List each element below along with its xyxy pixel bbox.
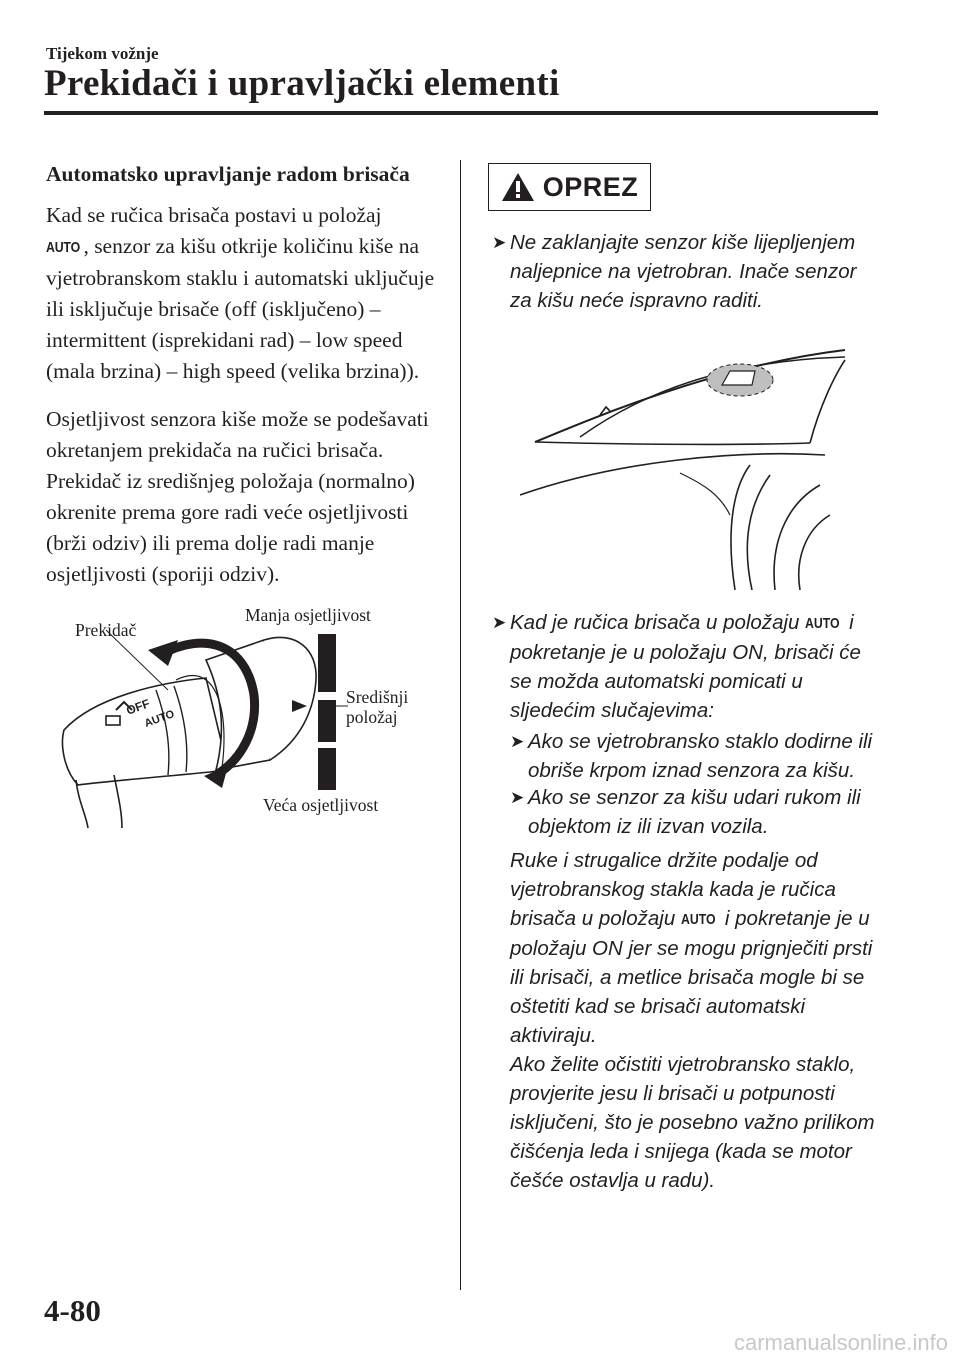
caution-title: OPREZ — [542, 171, 639, 202]
bullet2-start: Kad je ručica brisača u položaju — [510, 611, 800, 634]
caution-box — [488, 163, 651, 211]
caution-paragraph — [510, 846, 882, 1195]
warning-icon — [501, 172, 535, 202]
bullet-arrow-icon: ➤ — [492, 613, 507, 632]
para-cleaning: Ako želite očistiti vjetrobransko staklo, provjerite jesu li brisači u potpunosti isključeni, što je posebno važno prilikom čišćenja leda i snijega (kada se motor češće ostavlja u radu). — [510, 1053, 875, 1192]
label-more-sensitivity: Veća osjetljivost — [263, 795, 379, 815]
auto-position-symbol: AUTO — [46, 239, 80, 256]
bullet-auto-move — [492, 608, 882, 725]
bullet2-end: i pokretanje je u položaju ON, brisači će se možda automatski pomicati u sljedećim slučajevima: — [510, 611, 861, 722]
paragraph-sensitivity: Osjetljivost senzora kiše može se podešavati okretanjem prekidača na ručici brisača. — [46, 407, 429, 462]
left-column — [46, 162, 446, 590]
bullet-arrow-icon: ➤ — [510, 732, 525, 751]
lever-auto-marking: AUTO — [142, 708, 177, 730]
para-hands-end: i pokretanje je u položaju ON jer se mogu prignječiti prsti ili brisači, a metlice brisača mogle bi se oštetiti kad se brisači automatski aktiviraju. — [510, 907, 873, 1047]
bullet-sensor-cover-text: Ne zaklanjajte senzor kiše lijepljenjem naljepnice na vjetrobran. Inače senzor za kišu neće ispravno raditi. — [510, 231, 857, 312]
header-rule — [44, 111, 878, 115]
sub-bullet-cloth-text: Ako se vjetrobransko staklo dodirne ili obriše krpom iznad senzora za kišu. — [528, 730, 873, 782]
paragraph-switch-direction: Prekidač iz središnjeg položaja (normalno) okrenite prema gore radi veće osjetljivosti (brži odziv) ili prema dolje radi manje osjetljivosti (sporiji odziv). — [46, 469, 415, 586]
bullet-arrow-icon: ➤ — [492, 233, 507, 252]
auto-position-symbol: AUTO — [680, 911, 716, 928]
label-center-line2: položaj — [346, 707, 398, 727]
auto-position-symbol: AUTO — [805, 615, 840, 632]
subheading: Automatsko upravljanje radom brisača — [46, 162, 410, 186]
bullet-arrow-icon: ➤ — [510, 788, 525, 807]
watermark: carmanualsonline.info — [733, 1330, 948, 1355]
page-number: 4-80 — [44, 1293, 101, 1328]
sub-bullet-impact — [510, 783, 880, 841]
windshield-sensor-illustration — [520, 345, 850, 590]
sub-bullet-cloth — [510, 727, 880, 785]
para-hands-start: Ruke i strugalice držite podalje od vjetrobranskog stakla kada je ručica brisača u položaju — [510, 849, 836, 930]
label-switch: Prekidač — [75, 620, 137, 640]
sub-bullet-impact-text: Ako se senzor za kišu udari rukom ili objektom iz ili izvan vozila. — [528, 786, 861, 838]
para1-end: , senzor za kišu otkrije količinu kiše na vjetrobranskom staklu i automatski uključuje ili isključuje brisače (off (isključeno) – intermittent (isprekidani rad) – low speed (mala brzina) – high speed (velika brzina)). — [46, 234, 435, 383]
lever-off-marking: OFF — [124, 696, 152, 718]
bullet-sensor-cover — [492, 228, 882, 315]
column-divider — [460, 160, 461, 1290]
chapter-title: Prekidači i upravljački elementi — [44, 63, 560, 104]
label-less-sensitivity: Manja osjetljivost — [245, 605, 371, 625]
paragraph-auto-mode — [46, 200, 446, 387]
bullet-auto-move-text — [510, 608, 882, 725]
para1-start: Kad se ručica brisača postavi u položaj — [46, 203, 382, 227]
label-center-line1: Središnji — [346, 687, 409, 707]
section-label: Tijekom vožnje — [46, 44, 159, 63]
